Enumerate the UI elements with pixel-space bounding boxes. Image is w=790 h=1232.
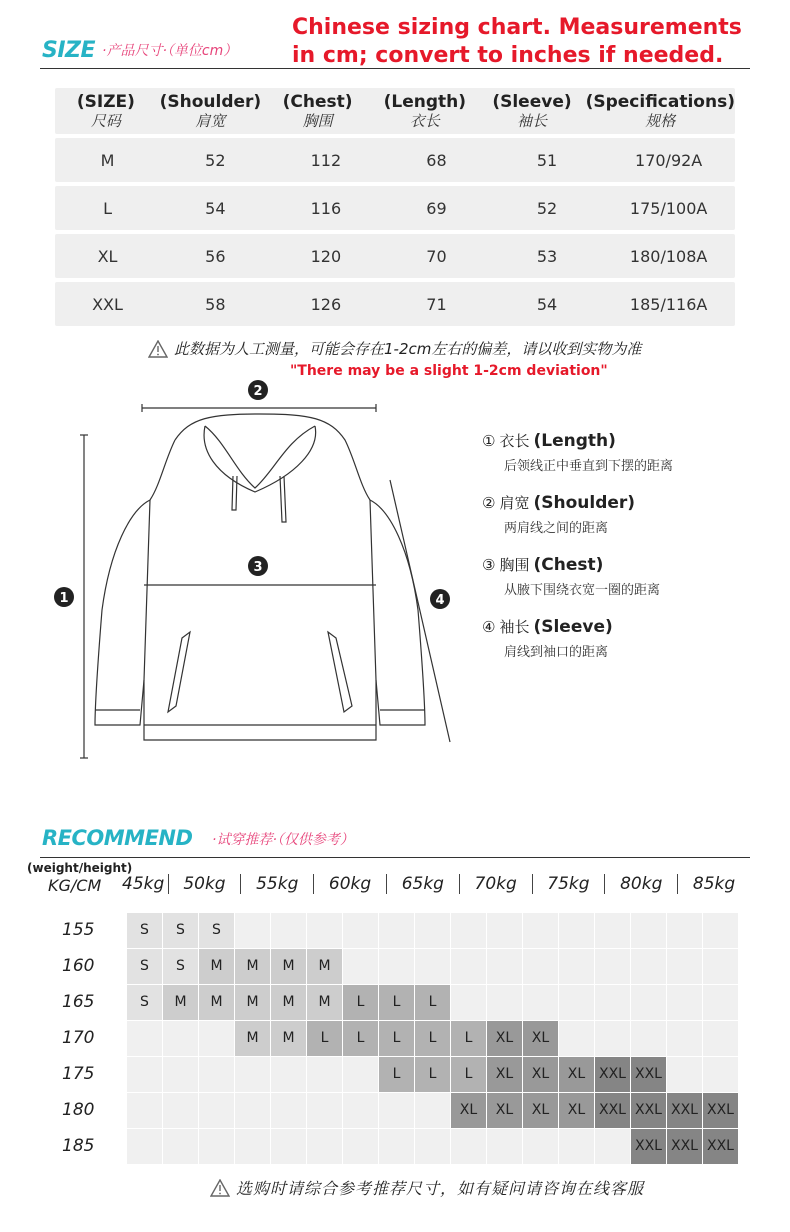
deviation-note-zh: 此数据为人工测量，可能会存在1-2cm左右的偏差，请以收到实物为准 (148, 338, 748, 359)
marker-4 (430, 589, 450, 609)
grid-cell (703, 913, 739, 949)
grid-cell: XXL (595, 1093, 631, 1129)
grid-cell (343, 1129, 379, 1165)
grid-cell (595, 1129, 631, 1165)
grid-cell (163, 1129, 199, 1165)
table-cell: M (100, 150, 115, 170)
grid-cell: L (379, 1021, 415, 1057)
recommend-divider (40, 857, 750, 858)
recommend-grid (127, 913, 739, 1165)
grid-cell (559, 949, 595, 985)
table-cell: 54 (536, 294, 558, 314)
grid-cell (523, 949, 559, 985)
grid-cell (595, 949, 631, 985)
grid-cell (235, 913, 271, 949)
grid-cell: XXL (703, 1129, 739, 1165)
table-cell: 70 (426, 246, 447, 266)
grid-cell (379, 913, 415, 949)
grid-cell (667, 985, 703, 1021)
grid-cell (451, 1129, 487, 1165)
grid-cell (487, 985, 523, 1021)
table-cell: 54 (205, 198, 226, 218)
grid-cell (271, 913, 307, 949)
grid-cell: M (235, 949, 271, 985)
grid-cell: XL (523, 1021, 559, 1057)
grid-cell (343, 949, 379, 985)
size-table (55, 88, 735, 330)
grid-cell: S (163, 913, 199, 949)
size-header (42, 14, 750, 70)
grid-cell: L (451, 1021, 487, 1057)
grid-cell (487, 949, 523, 985)
legend-item-shoulder: ② 肩宽 (Shoulder) 两肩线之间的距离 (482, 493, 636, 536)
grid-cell (199, 1057, 235, 1093)
header-cell: (Length) 衣长 (383, 92, 466, 130)
table-cell: L (103, 198, 112, 218)
grid-cell (631, 1021, 667, 1057)
grid-cell (631, 913, 667, 949)
grid-cell: M (235, 985, 271, 1021)
grid-cell (271, 1129, 307, 1165)
header-cell: (Specifications) 规格 (585, 92, 735, 130)
grid-row (127, 1021, 739, 1057)
grid-cell: XL (559, 1057, 595, 1093)
grid-cell (559, 985, 595, 1021)
grid-cell (307, 1129, 343, 1165)
table-cell: 51 (536, 150, 558, 170)
grid-row (127, 1129, 739, 1165)
grid-cell (487, 1129, 523, 1165)
grid-cell: M (271, 949, 307, 985)
weight-label: 65kg (401, 874, 444, 894)
grid-cell (379, 1129, 415, 1165)
sizing-note-line2: in cm; convert to inches if needed. (292, 43, 724, 68)
grid-cell: XL (487, 1057, 523, 1093)
grid-cell (703, 985, 739, 1021)
header-cell: (Shoulder) 肩宽 (159, 92, 262, 130)
table-cell: 180/108A (629, 246, 708, 266)
grid-row (127, 985, 739, 1021)
footer-note: 选购时请综合参考推荐尺寸，如有疑问请咨询在线客服 (210, 1176, 644, 1199)
grid-row (127, 949, 739, 985)
grid-cell: L (451, 1057, 487, 1093)
grid-cell: XXL (631, 1093, 667, 1129)
grid-cell (235, 1129, 271, 1165)
recommend-subtitle: ·试穿推荐·（仅供参考） (212, 832, 354, 848)
table-cell: 126 (310, 294, 342, 314)
grid-cell: XL (559, 1093, 595, 1129)
table-cell: XL (97, 246, 118, 266)
height-label: 175 (62, 1064, 95, 1084)
table-cell: 71 (426, 294, 447, 314)
table-cell: 69 (426, 198, 447, 218)
grid-cell (559, 1021, 595, 1057)
grid-cell (595, 985, 631, 1021)
grid-cell (343, 913, 379, 949)
grid-row (127, 913, 739, 949)
grid-cell: M (199, 949, 235, 985)
grid-cell (415, 913, 451, 949)
grid-cell (307, 913, 343, 949)
grid-cell (127, 1093, 163, 1129)
grid-cell: XXL (667, 1129, 703, 1165)
grid-cell: XXL (595, 1057, 631, 1093)
grid-cell (559, 1129, 595, 1165)
size-subtitle: ·产品尺寸·（单位cm） (102, 43, 238, 59)
grid-cell (631, 949, 667, 985)
grid-cell (163, 1021, 199, 1057)
grid-cell: XL (523, 1057, 559, 1093)
grid-cell: L (415, 1057, 451, 1093)
grid-cell: XL (487, 1021, 523, 1057)
grid-cell (523, 985, 559, 1021)
header-cell: (Sleeve) 袖长 (492, 92, 572, 130)
table-row (55, 282, 735, 326)
grid-cell: S (127, 949, 163, 985)
warning-icon (210, 1179, 230, 1197)
grid-cell (667, 949, 703, 985)
grid-cell (703, 1057, 739, 1093)
measurement-legend (482, 430, 752, 678)
grid-cell: L (343, 985, 379, 1021)
grid-cell: L (343, 1021, 379, 1057)
size-table-header (55, 88, 735, 134)
grid-cell: M (271, 985, 307, 1021)
table-cell: 112 (310, 150, 342, 170)
grid-cell: L (415, 985, 451, 1021)
sizing-note-line1: Chinese sizing chart. Measurements (292, 15, 742, 40)
grid-cell: M (199, 985, 235, 1021)
weight-label: 75kg (547, 874, 590, 894)
grid-row (127, 1093, 739, 1129)
grid-cell: XXL (667, 1093, 703, 1129)
grid-cell (127, 1057, 163, 1093)
grid-cell (127, 1129, 163, 1165)
grid-cell: M (307, 949, 343, 985)
grid-cell (271, 1057, 307, 1093)
grid-cell (163, 1093, 199, 1129)
recommend-title: RECOMMEND (42, 826, 193, 850)
grid-cell (415, 1129, 451, 1165)
size-title: SIZE (42, 38, 96, 63)
grid-cell (379, 1093, 415, 1129)
grid-cell: L (379, 985, 415, 1021)
header-cell: (SIZE) 尺码 (76, 92, 135, 130)
table-cell: XXL (92, 294, 123, 314)
table-cell: 52 (205, 150, 226, 170)
height-label: 185 (62, 1136, 95, 1156)
weight-label: 45kg (122, 874, 165, 894)
grid-cell (559, 913, 595, 949)
svg-text:2: 2 (253, 384, 263, 399)
grid-cell: S (127, 913, 163, 949)
grid-cell (451, 913, 487, 949)
grid-cell (379, 949, 415, 985)
marker-3 (248, 556, 268, 576)
table-cell: 120 (310, 246, 342, 266)
grid-cell: M (307, 985, 343, 1021)
weight-label: 50kg (183, 874, 226, 894)
hoodie-diagram (40, 380, 470, 770)
recommend-header (42, 826, 750, 856)
grid-cell (235, 1057, 271, 1093)
grid-cell (667, 1021, 703, 1057)
weight-label: 55kg (256, 874, 299, 894)
grid-cell (199, 1129, 235, 1165)
grid-row (127, 1057, 739, 1093)
weight-height-label: (weight/height) (27, 861, 133, 875)
table-row (55, 234, 735, 278)
grid-cell (235, 1093, 271, 1129)
grid-cell: M (271, 1021, 307, 1057)
grid-cell (415, 1093, 451, 1129)
grid-cell (703, 1021, 739, 1057)
grid-cell: S (199, 913, 235, 949)
grid-cell: XXL (703, 1093, 739, 1129)
grid-cell: M (235, 1021, 271, 1057)
height-label: 180 (62, 1100, 95, 1120)
grid-cell: M (163, 985, 199, 1021)
grid-cell (199, 1021, 235, 1057)
weight-header (122, 872, 750, 896)
grid-cell: S (163, 949, 199, 985)
table-cell: 52 (536, 198, 558, 218)
svg-text:1: 1 (59, 591, 69, 606)
table-row (55, 138, 735, 182)
grid-cell: XL (487, 1093, 523, 1129)
grid-cell: XXL (631, 1057, 667, 1093)
grid-cell (595, 1021, 631, 1057)
deviation-note-en: "There may be a slight 1-2cm deviation" (290, 363, 608, 379)
grid-cell: S (127, 985, 163, 1021)
header-divider (40, 68, 750, 69)
grid-cell (523, 1129, 559, 1165)
grid-cell (595, 913, 631, 949)
warning-icon (148, 340, 168, 358)
grid-cell (667, 913, 703, 949)
legend-item-length: ① 衣长 (Length) 后领线正中垂直到下摆的距离 (482, 431, 674, 474)
table-cell: 68 (426, 150, 447, 170)
grid-cell (703, 949, 739, 985)
grid-cell: L (307, 1021, 343, 1057)
table-cell: 185/116A (629, 294, 708, 314)
legend-item-sleeve: ④ 袖长 (Sleeve) 肩线到袖口的距离 (482, 617, 613, 660)
weight-label: 85kg (692, 874, 736, 894)
height-label: 155 (62, 920, 95, 940)
weight-label: 70kg (474, 874, 517, 894)
table-row (55, 186, 735, 230)
grid-cell (127, 1021, 163, 1057)
sizing-note (292, 14, 742, 70)
height-label: 160 (62, 956, 95, 976)
grid-cell (451, 949, 487, 985)
header-cell: (Chest) 胸围 (282, 92, 353, 130)
svg-text:4: 4 (435, 593, 445, 608)
table-cell: 170/92A (635, 150, 703, 170)
grid-cell (487, 913, 523, 949)
table-cell: 56 (205, 246, 226, 266)
grid-cell: XL (451, 1093, 487, 1129)
grid-cell: L (415, 1021, 451, 1057)
grid-cell (343, 1057, 379, 1093)
grid-cell: XXL (631, 1129, 667, 1165)
height-label: 165 (62, 992, 95, 1012)
grid-cell (523, 913, 559, 949)
grid-cell (415, 949, 451, 985)
grid-cell (667, 1057, 703, 1093)
grid-cell (271, 1093, 307, 1129)
grid-cell (307, 1057, 343, 1093)
marker-2 (248, 380, 268, 400)
weight-label: 80kg (620, 874, 663, 894)
grid-cell: L (379, 1057, 415, 1093)
table-cell: 175/100A (629, 198, 708, 218)
table-cell: 53 (536, 246, 558, 266)
units-corner-label: KG/CM (48, 876, 102, 895)
table-cell: 58 (205, 294, 226, 314)
marker-1 (54, 587, 74, 607)
grid-cell (307, 1093, 343, 1129)
grid-cell: XL (523, 1093, 559, 1129)
height-label: 170 (62, 1028, 95, 1048)
grid-cell (631, 985, 667, 1021)
grid-cell (163, 1057, 199, 1093)
weight-label: 60kg (328, 874, 372, 894)
grid-cell (343, 1093, 379, 1129)
deviation-note (148, 338, 748, 379)
table-cell: 116 (310, 198, 342, 218)
grid-cell (451, 985, 487, 1021)
grid-cell (199, 1093, 235, 1129)
legend-item-chest: ③ 胸围 (Chest) 从腋下围绕衣宽一圈的距离 (482, 555, 661, 598)
svg-text:3: 3 (253, 560, 263, 575)
